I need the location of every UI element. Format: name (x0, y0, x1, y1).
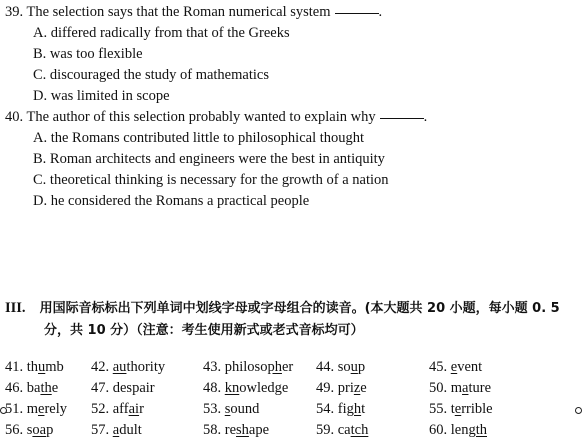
word-number: 49. (316, 380, 338, 396)
word-number: 47. (91, 380, 113, 396)
word-text: ba (26, 380, 41, 396)
word-item (203, 401, 259, 418)
word-item (429, 401, 493, 418)
option-39a: A. differed radically from that of the Greeks (33, 25, 290, 41)
section-heading (5, 297, 560, 317)
question-39-stem: 39. The selection says that the Roman numerical system (5, 4, 331, 20)
option-40c: C. theoretical thinking is necessary for the growth of a nation (33, 172, 389, 188)
word-number: 52. (91, 401, 113, 417)
underlined-letters: a (462, 380, 469, 396)
question-39 (5, 4, 382, 21)
word-number: 55. (429, 401, 451, 417)
underlined-letters: oa (32, 422, 47, 438)
word-text: despair (112, 380, 155, 396)
word-text: m (450, 380, 463, 396)
underlined-letters: a (112, 422, 120, 438)
answer-blank (380, 118, 424, 119)
word-text: m (26, 401, 39, 417)
word-text: thority (126, 359, 166, 375)
word-text: t (450, 401, 455, 417)
option-40d: D. he considered the Romans a practical people (33, 193, 310, 209)
word-number: 48. (203, 380, 225, 396)
underlined-letters: kn (224, 380, 240, 396)
word-item (429, 422, 487, 439)
word-text: owledge (239, 380, 289, 396)
word-text: ca (337, 422, 351, 438)
word-item (203, 359, 293, 376)
word-number: 60. (429, 422, 451, 438)
underlined-letters: z (353, 380, 361, 396)
underlined-letters: u (38, 359, 46, 375)
word-text: ape (248, 422, 270, 438)
option-39b: B. was too flexible (33, 46, 143, 62)
word-text: p (357, 359, 366, 375)
question-40 (5, 109, 427, 126)
underlined-letters: gth (468, 422, 487, 438)
word-item (203, 422, 269, 439)
word-number: 50. (429, 380, 451, 396)
option-39c: C. discouraged the study of mathematics (33, 67, 269, 83)
question-39-tail: . (378, 4, 383, 20)
word-text: vent (457, 359, 483, 375)
word-text: s (26, 422, 33, 438)
word-text: rely (44, 401, 68, 417)
question-40-stem: 40. The author of this selection probably wanted to explain why (5, 109, 376, 125)
underlined-letters: e (38, 401, 45, 417)
word-text: ound (230, 401, 260, 417)
word-text: so (337, 359, 351, 375)
word-item (316, 359, 365, 376)
word-number: 53. (203, 401, 225, 417)
underlined-letters: e (450, 359, 458, 375)
word-number: 42. (91, 359, 113, 375)
word-text: mb (45, 359, 64, 375)
underlined-letters: th (40, 380, 52, 396)
option-40b: B. Roman architects and engineers were the best in antiquity (33, 151, 385, 167)
underlined-letters: e (454, 401, 462, 417)
word-item (316, 401, 365, 418)
underlined-letters: gh (346, 401, 362, 417)
underlined-letters: sh (236, 422, 249, 438)
underlined-letters: ai (128, 401, 140, 417)
section-instructions-line2: 分，共 10 分）（注意：考生使用新式或老式音标均可） (44, 323, 364, 338)
word-text: fi (337, 401, 347, 417)
word-number: 59. (316, 422, 338, 438)
word-number: 57. (91, 422, 113, 438)
word-text: dult (119, 422, 142, 438)
word-number: 44. (316, 359, 338, 375)
section-instructions-line1: 用国际音标标出下列单词中划线字母或字母组合的读音。(本大题共 20 小题，每小题 0. 5 (39, 301, 560, 316)
section-number: III. (5, 300, 26, 316)
word-item (91, 359, 165, 376)
underlined-letters: s (224, 401, 231, 417)
word-text: er (281, 359, 294, 375)
word-text: rrible (461, 401, 493, 417)
word-number: 46. (5, 380, 27, 396)
word-number: 45. (429, 359, 451, 375)
word-item (91, 380, 155, 397)
margin-circle-right (575, 407, 582, 414)
word-item (5, 359, 64, 376)
word-number: 56. (5, 422, 27, 438)
word-item (203, 380, 288, 397)
word-number: 43. (203, 359, 225, 375)
word-text: pri (337, 380, 354, 396)
word-number: 54. (316, 401, 338, 417)
word-item (316, 422, 368, 439)
word-text: aff (112, 401, 129, 417)
word-item (5, 401, 67, 418)
word-item (429, 380, 491, 397)
word-number: 51. (5, 401, 27, 417)
word-text: len (450, 422, 469, 438)
answer-blank (335, 13, 379, 14)
word-item (429, 359, 482, 376)
word-text: ture (468, 380, 492, 396)
word-number: 58. (203, 422, 225, 438)
word-text: t (361, 401, 366, 417)
option-40a: A. the Romans contributed little to philosophical thought (33, 130, 365, 146)
option-39d: D. was limited in scope (33, 88, 170, 104)
word-text: re (224, 422, 237, 438)
word-item (91, 422, 142, 439)
word-item (91, 401, 144, 418)
underlined-letters: au (112, 359, 127, 375)
underlined-letters: ph (267, 359, 282, 375)
underlined-letters: u (350, 359, 358, 375)
word-text: philoso (224, 359, 268, 375)
word-text: p (46, 422, 54, 438)
word-text: e (360, 380, 367, 396)
word-text: th (26, 359, 39, 375)
word-text: e (51, 380, 59, 396)
margin-circle-left (0, 407, 7, 414)
word-item (316, 380, 367, 397)
word-item (5, 380, 58, 397)
question-40-tail: . (423, 109, 428, 125)
word-number: 41. (5, 359, 27, 375)
underlined-letters: tch (350, 422, 369, 438)
word-text: r (139, 401, 144, 417)
word-item (5, 422, 53, 439)
